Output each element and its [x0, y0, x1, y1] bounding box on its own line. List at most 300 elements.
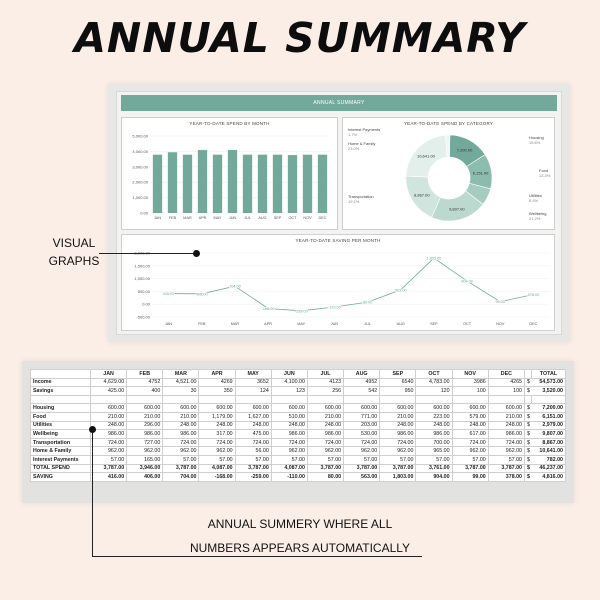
bar-xtick-label: MAR	[183, 216, 192, 220]
table-cell: 248.00	[452, 421, 488, 430]
bar-xtick-label: AUG	[258, 216, 267, 220]
row-label: Interest Payments	[31, 455, 91, 464]
bar	[183, 155, 192, 213]
table-cell: 6540	[380, 378, 416, 387]
visual-graphs-leader-line	[99, 253, 195, 254]
table-cell: 406.00	[127, 473, 163, 482]
line-data-label: 378.00	[527, 293, 540, 298]
bar-ytick-label: 3,000.00	[132, 164, 148, 170]
month-header: FEB	[127, 370, 163, 379]
table-cell: 57.00	[416, 455, 452, 464]
annual-callout-line-1: ANNUAL SUMMERY WHERE ALL	[207, 517, 393, 531]
table-cell: 57.00	[452, 455, 488, 464]
table-cell: 962.00	[199, 447, 235, 456]
table-cell: 120	[416, 387, 452, 396]
table-cell: 600.00	[199, 404, 235, 413]
table-cell: 4,087.00	[271, 464, 307, 473]
table-cell: 3,787.00	[488, 464, 524, 473]
table-cell: 3,946.00	[127, 464, 163, 473]
table-cell: 3,787.00	[344, 464, 380, 473]
table-cell: 3,787.00	[452, 464, 488, 473]
table-cell: 962.00	[271, 447, 307, 456]
table-cell: 724.00	[488, 438, 524, 447]
empty-cell	[452, 395, 488, 404]
table-cell: 727.00	[127, 438, 163, 447]
row-total: 10,641.00	[532, 447, 566, 456]
table-cell: 99.00	[452, 473, 488, 482]
table-cell: 962.00	[452, 447, 488, 456]
empty-cell	[91, 395, 127, 404]
visual-graphs-leader-dot	[193, 250, 200, 257]
line-data-label: 416.00	[162, 292, 175, 297]
table-cell: 57.00	[488, 455, 524, 464]
bar-ytick-label: 2,000.00	[132, 179, 148, 185]
pie-slice-value: 9,807.00	[449, 206, 465, 212]
row-total: 782.00	[532, 455, 566, 464]
row-total: 46,237.00	[532, 464, 566, 473]
empty-cell	[199, 395, 235, 404]
table-cell: 724.00	[380, 438, 416, 447]
table-cell: 962.00	[488, 447, 524, 456]
currency-cell: $	[525, 464, 532, 473]
table-cell: 600.00	[344, 404, 380, 413]
table-cell: 57.00	[344, 455, 380, 464]
row-total: 2,979.00	[532, 421, 566, 430]
table-cell: 4,521.00	[163, 378, 199, 387]
table-cell: 57.00	[91, 455, 127, 464]
annual-summary-callout	[170, 512, 430, 560]
table-cell: 57.00	[380, 455, 416, 464]
currency-cell: $	[525, 455, 532, 464]
table-cell: 724.00	[307, 438, 343, 447]
month-header: SEP	[380, 370, 416, 379]
table-cell: 986.00	[163, 430, 199, 439]
month-header: MAY	[235, 370, 271, 379]
empty-cell	[127, 395, 163, 404]
month-header: DEC	[488, 370, 524, 379]
table-cell: -110.00	[271, 473, 307, 482]
currency-cell: $	[525, 404, 532, 413]
row-label: Food	[31, 412, 91, 421]
currency-cell: $	[525, 430, 532, 439]
table-cell: 600.00	[127, 404, 163, 413]
table-cell: 962.00	[91, 447, 127, 456]
table-row	[31, 455, 566, 464]
table-cell: 3,787.00	[235, 464, 271, 473]
row-total: 9,807.00	[532, 430, 566, 439]
table-cell: 530.00	[344, 430, 380, 439]
table-cell: 700.00	[416, 438, 452, 447]
table-cell: 248.00	[488, 421, 524, 430]
bar	[153, 155, 162, 213]
line-xtick-label: FEB	[198, 322, 206, 326]
table-cell: 600.00	[416, 404, 452, 413]
line-xtick-label: JAN	[164, 322, 173, 326]
month-header: APR	[199, 370, 235, 379]
bar-ytick-label: 0.00	[140, 210, 148, 216]
row-total: 7,200.00	[532, 404, 566, 413]
dashboard-header: ANNUAL SUMMARY	[121, 95, 557, 111]
bar-xtick-label: FEB	[168, 216, 177, 220]
month-header: JUN	[271, 370, 307, 379]
table-cell: 124	[235, 387, 271, 396]
bar	[213, 155, 222, 213]
pie-slice-value: 7,200.00	[456, 147, 473, 153]
annual-callout-line-2: NUMBERS APPEARS AUTOMATICALLY	[189, 541, 411, 555]
month-header: JUL	[307, 370, 343, 379]
spend-by-month-panel	[121, 117, 338, 230]
pie-legend-name: Food	[539, 168, 549, 173]
currency-cell: $	[525, 438, 532, 447]
table-cell: 3,787.00	[380, 464, 416, 473]
table-cell: 248.00	[416, 421, 452, 430]
table-cell: 248.00	[235, 421, 271, 430]
table-cell: 123	[271, 387, 307, 396]
row-total: 3,520.00	[532, 387, 566, 396]
line-data-label: 80.00	[362, 300, 373, 305]
pie-legend-pct: 6.4%	[529, 198, 539, 203]
table-cell: 724.00	[163, 438, 199, 447]
table-cell: 248.00	[199, 421, 235, 430]
table-cell: 57.00	[199, 455, 235, 464]
empty-cell	[416, 395, 452, 404]
table-cell: 57.00	[307, 455, 343, 464]
table-cell: 80.00	[307, 473, 343, 482]
row-label: Housing	[31, 404, 91, 413]
pie-legend-name: Transportation	[348, 194, 374, 199]
line-data-label: -259.00	[294, 309, 308, 314]
table-cell: 4269	[199, 378, 235, 387]
pie-legend-name: Home & Family	[348, 141, 376, 146]
table-cell: 248.00	[163, 421, 199, 430]
table-cell: 724.00	[235, 438, 271, 447]
row-total: 8,867.00	[532, 438, 566, 447]
spend-by-month-chart	[122, 118, 339, 231]
pie-slice-value: 10,641.00	[417, 153, 435, 159]
table-cell: 563.00	[344, 473, 380, 482]
table-cell: 3,761.00	[416, 464, 452, 473]
table-row	[31, 438, 566, 447]
bar-ytick-label: 5,000.00	[132, 133, 148, 139]
currency-cell: $	[525, 387, 532, 396]
table-cell: 771.00	[344, 412, 380, 421]
table-cell: 724.00	[91, 438, 127, 447]
empty-cell	[235, 395, 271, 404]
line-ytick-label: -500.00	[136, 314, 150, 320]
table-cell: 1,179.00	[199, 412, 235, 421]
row-label: Transportation	[31, 438, 91, 447]
bar-xtick-label: JAN	[153, 216, 162, 220]
month-header: JAN	[91, 370, 127, 379]
line-data-label: 563.00	[394, 288, 407, 293]
table-cell: 3986	[452, 378, 488, 387]
pie-legend-name: Interest Payments	[348, 127, 381, 132]
line-ytick-label: 0.00	[142, 301, 150, 307]
table-cell: 30	[163, 387, 199, 396]
month-header: NOV	[452, 370, 488, 379]
line-xtick-label: DEC	[529, 322, 538, 326]
pie-legend-pct: 21.2%	[529, 216, 541, 221]
currency-cell: $	[525, 378, 532, 387]
table-cell: 3,787.00	[163, 464, 199, 473]
table-cell: 256	[307, 387, 343, 396]
bar	[318, 155, 327, 213]
line-ytick-label: 1,500.00	[134, 263, 150, 269]
line-data-label: 904.00	[461, 279, 473, 284]
table-cell: 210.00	[127, 412, 163, 421]
table-cell: 3652	[235, 378, 271, 387]
bar-xtick-label: APR	[198, 216, 207, 220]
pie-legend-pct: 23.0%	[348, 146, 360, 151]
table-cell: 986.00	[127, 430, 163, 439]
table-cell: 542	[344, 387, 380, 396]
table-cell: 210.00	[380, 412, 416, 421]
pie-slice-value: 8,867.00	[414, 192, 430, 198]
bar-xtick-label: DEC	[318, 216, 327, 220]
line-data-label: -110.00	[328, 305, 341, 310]
bar	[228, 150, 237, 213]
empty-cell	[163, 395, 199, 404]
table-cell: 724.00	[344, 438, 380, 447]
table-cell: 904.00	[416, 473, 452, 482]
bar	[198, 150, 207, 213]
line-xtick-label: NOV	[496, 322, 505, 326]
line-xtick-label: APR	[264, 322, 272, 326]
table-row	[31, 430, 566, 439]
table-cell: 986.00	[271, 430, 307, 439]
table-cell: 57.00	[235, 455, 271, 464]
table-cell: 210.00	[488, 412, 524, 421]
line-ytick-label: 1,000.00	[134, 276, 150, 282]
table-cell: 4,629.00	[91, 378, 127, 387]
table-row	[31, 447, 566, 456]
table-cell: 3,787.00	[307, 464, 343, 473]
bar	[288, 155, 297, 213]
bar-xtick-label: JUL	[244, 216, 251, 220]
row-total: 54,573.00	[532, 378, 566, 387]
table-cell: 56.00	[235, 447, 271, 456]
table-cell: 57.00	[271, 455, 307, 464]
table-spacer-row	[31, 395, 566, 404]
bar-xtick-label: OCT	[288, 216, 297, 220]
table-row	[31, 404, 566, 413]
table-cell: 4265	[488, 378, 524, 387]
table-cell: 248.00	[307, 421, 343, 430]
table-cell: 962.00	[163, 447, 199, 456]
annual-table-screenshot	[22, 361, 574, 503]
table-cell: 475.00	[235, 430, 271, 439]
saving-per-month-title: YEAR-TO-DATE SAVING PER MONTH	[295, 238, 381, 243]
table-cell: -168.00	[199, 473, 235, 482]
spend-by-month-title: YEAR-TO-DATE SPEND BY MONTH	[189, 121, 270, 126]
table-cell: 350	[199, 387, 235, 396]
table-cell: 600.00	[163, 404, 199, 413]
table-cell: 986.00	[307, 430, 343, 439]
row-label: TOTAL SPEND	[31, 464, 91, 473]
header-currency-blank	[525, 370, 532, 379]
table-cell: 210.00	[163, 412, 199, 421]
table-cell: 3,787.00	[91, 464, 127, 473]
spend-by-category-title: YEAR-TO-DATE SPEND BY CATEGORY	[403, 121, 494, 126]
month-header: MAR	[163, 370, 199, 379]
table-cell: 510.00	[271, 412, 307, 421]
empty-cell	[307, 395, 343, 404]
annual-summary-table	[30, 369, 566, 482]
table-cell: 600.00	[91, 404, 127, 413]
header-blank	[31, 370, 91, 379]
table-cell: 600.00	[235, 404, 271, 413]
line-xtick-label: MAR	[230, 322, 240, 326]
table-cell: 986.00	[488, 430, 524, 439]
line-data-label: -168.00	[261, 307, 275, 312]
table-cell: 986.00	[380, 430, 416, 439]
empty-cell	[344, 395, 380, 404]
table-cell: 962.00	[127, 447, 163, 456]
empty-cell	[31, 395, 91, 404]
table-cell: 1,627.00	[235, 412, 271, 421]
table-cell: 425.00	[91, 387, 127, 396]
empty-cell	[488, 395, 524, 404]
table-row	[31, 412, 566, 421]
table-cell: 4,087.00	[199, 464, 235, 473]
table-cell: 724.00	[271, 438, 307, 447]
table-cell: 296.00	[127, 421, 163, 430]
row-label: Wellbeing	[31, 430, 91, 439]
table-cell: 986.00	[91, 430, 127, 439]
page-title: ANNUAL SUMMARY	[74, 14, 526, 62]
table-row	[31, 464, 566, 473]
pie-legend-name: Wellbeing	[529, 211, 547, 216]
visual-graphs-callout: VISUAL GRAPHS	[48, 236, 100, 268]
bar	[168, 152, 177, 213]
saving-per-month-panel	[121, 234, 555, 331]
currency-cell: $	[525, 412, 532, 421]
dashboard-screenshot	[108, 84, 570, 342]
line-data-label: 704.00	[229, 284, 241, 289]
line-xtick-label: JUN	[330, 322, 339, 326]
table-header-row	[31, 370, 566, 379]
table-cell: 400	[127, 387, 163, 396]
empty-cell	[271, 395, 307, 404]
month-header: OCT	[416, 370, 452, 379]
pie-legend-pct: 19.1%	[348, 199, 360, 204]
table-cell: 965.00	[416, 447, 452, 456]
bar-xtick-label: NOV	[303, 216, 312, 220]
line-xtick-label: MAY	[297, 322, 306, 326]
table-cell: 223.00	[416, 412, 452, 421]
table-cell: 100	[452, 387, 488, 396]
row-label: Home & Family	[31, 447, 91, 456]
pie-legend-pct: 1.7%	[348, 132, 358, 137]
table-cell: 600.00	[271, 404, 307, 413]
pie-legend-name: Utilities	[529, 193, 542, 198]
table-cell: 210.00	[91, 412, 127, 421]
annual-leader-line-vertical	[92, 430, 93, 556]
line-data-label: 99.00	[495, 300, 506, 305]
bar-xtick-label: SEP	[273, 216, 282, 220]
table-cell: 617.00	[452, 430, 488, 439]
table-cell: -259.00	[235, 473, 271, 482]
table-cell: 4752	[127, 378, 163, 387]
table-cell: 203.00	[344, 421, 380, 430]
pie-slice-value: 6,151.00	[472, 170, 489, 176]
line-xtick-label: JUL	[364, 322, 371, 326]
currency-cell: $	[525, 447, 532, 456]
table-row	[31, 378, 566, 387]
bar-ytick-label: 1,000.00	[132, 195, 148, 201]
table-cell: 962.00	[307, 447, 343, 456]
bar-xtick-label: JUN	[228, 216, 237, 220]
month-header: AUG	[344, 370, 380, 379]
line-xtick-label: AUG	[396, 322, 405, 326]
line-data-label: 1,803.00	[426, 256, 442, 261]
row-label: Utilities	[31, 421, 91, 430]
table-cell: 724.00	[199, 438, 235, 447]
currency-cell: $	[525, 421, 532, 430]
bar-xtick-label: MAY	[213, 216, 222, 220]
bar	[273, 155, 282, 213]
table-cell: 600.00	[307, 404, 343, 413]
table-cell: 704.00	[163, 473, 199, 482]
table-cell: 378.00	[488, 473, 524, 482]
currency-cell: $	[525, 473, 532, 482]
empty-cell	[380, 395, 416, 404]
table-cell: 100	[488, 387, 524, 396]
table-cell: 1,803.00	[380, 473, 416, 482]
table-row	[31, 473, 566, 482]
table-cell: 4,783.00	[416, 378, 452, 387]
spend-by-category-panel	[342, 117, 555, 230]
pie-legend-name: Housing	[529, 135, 544, 140]
table-cell: 962.00	[344, 447, 380, 456]
pie-legend-pct: 13.3%	[539, 173, 551, 178]
table-cell: 600.00	[380, 404, 416, 413]
bar-ytick-label: 4,000.00	[132, 148, 148, 154]
empty-cell	[525, 395, 532, 404]
empty-cell	[532, 395, 566, 404]
table-cell: 962.00	[380, 447, 416, 456]
bar	[258, 155, 267, 213]
total-header: TOTAL	[532, 370, 566, 379]
pie-legend-pct: 15.6%	[529, 140, 541, 145]
line-data-label: 406.00	[195, 292, 208, 297]
line-xtick-label: OCT	[463, 322, 472, 326]
table-cell: 600.00	[488, 404, 524, 413]
row-total: 6,151.00	[532, 412, 566, 421]
dashboard-sheet	[116, 91, 562, 335]
table-row	[31, 421, 566, 430]
saving-per-month-chart	[122, 235, 556, 332]
spend-by-category-chart	[343, 118, 556, 231]
table-cell: 165.00	[127, 455, 163, 464]
table-cell: 248.00	[380, 421, 416, 430]
row-label: SAVING	[31, 473, 91, 482]
table-cell: 248.00	[271, 421, 307, 430]
line-xtick-label: SEP	[430, 322, 438, 326]
line-ytick-label: 500.00	[137, 288, 150, 294]
table-cell: 986.00	[416, 430, 452, 439]
table-cell: 579.00	[452, 412, 488, 421]
table-cell: 248.00	[91, 421, 127, 430]
table-cell: 210.00	[307, 412, 343, 421]
table-cell: 317.00	[199, 430, 235, 439]
table-cell: 4123	[307, 378, 343, 387]
table-cell: 600.00	[452, 404, 488, 413]
row-label: Income	[31, 378, 91, 387]
row-label: Savings	[31, 387, 91, 396]
table-cell: 416.00	[91, 473, 127, 482]
table-cell: 57.00	[163, 455, 199, 464]
